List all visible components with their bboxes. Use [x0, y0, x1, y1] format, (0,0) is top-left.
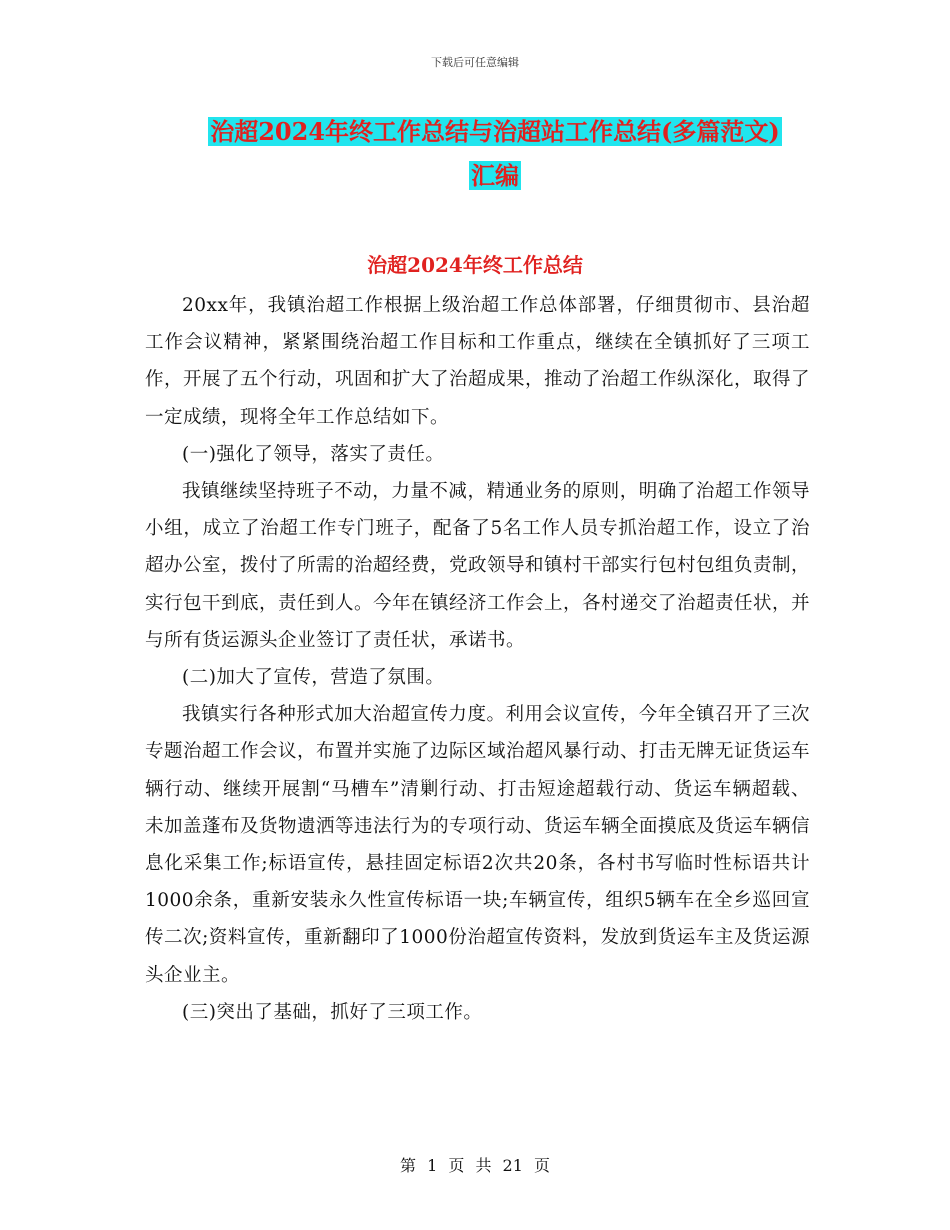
subheading-leadership: (一)强化了领导，落实了责任。 [182, 443, 445, 465]
paragraph-intro: 20xx年，我镇治超工作根据上级治超工作总体部署，仔细贯彻市、县治超工作会议精神，紧紧围绕治超工作目标和工作重点，继续在全镇抓好了三项工作，开展了五个行动，巩固和扩大了治超成果，推动了治超工作纵深化，取得了一定成绩，现将全年工作总结如下。 [145, 295, 811, 428]
paragraph-leadership: 我镇继续坚持班子不动，力量不减，精通业务的原则，明确了治超工作领导小组，成立了治超工作专门班子，配备了5名工作人员专抓治超工作，设立了治超办公室，拨付了所需的治超经费，党政领导和镇村干部实行包村包组负责制，实行包干到底，责任到人。今年在镇经济工作会上，各村递交了治超责任状，并与所有货运源头企业签订了责任状，承诺书。 [145, 481, 811, 651]
page-number: 第 1 页 共 21 页 [400, 1156, 550, 1175]
subheading-foundation: (三)突出了基础，抓好了三项工作。 [182, 1001, 483, 1023]
paragraph-publicity: 我镇实行各种形式加大治超宣传力度。利用会议宣传，今年全镇召开了三次专题治超工作会议，布置并实施了边际区域治超风暴行动、打击无牌无证货运车辆行动、继续开展割“马槽车”清剿行动、打击短途超载行动、货运车辆超载、未加盖蓬布及货物遗洒等违法行为的专项行动、货运车辆全面摸底及货运车辆信息化采集工作;标语宣传，悬挂固定标语2次共20条，各村书写临时性标语共计1000余条，重新安装永久性宣传标语一块;车辆宣传，组织5辆车在全乡巡回宣传二次;资料宣传，重新翻印了1000份治超宣传资料，发放到货运车主及货运源头企业主。 [145, 704, 811, 986]
document-body [145, 287, 810, 1031]
document-title-line-1: 治超2024年终工作总结与治超站工作总结(多篇范文) [210, 117, 780, 146]
subheading-publicity: (二)加大了宣传，营造了氛围。 [182, 667, 445, 689]
document-title [140, 110, 850, 198]
section-title: 治超2024年终工作总结 [367, 253, 583, 277]
header-note: 下载后可任意编辑 [431, 56, 519, 69]
document-title-line-2: 汇编 [471, 161, 519, 190]
